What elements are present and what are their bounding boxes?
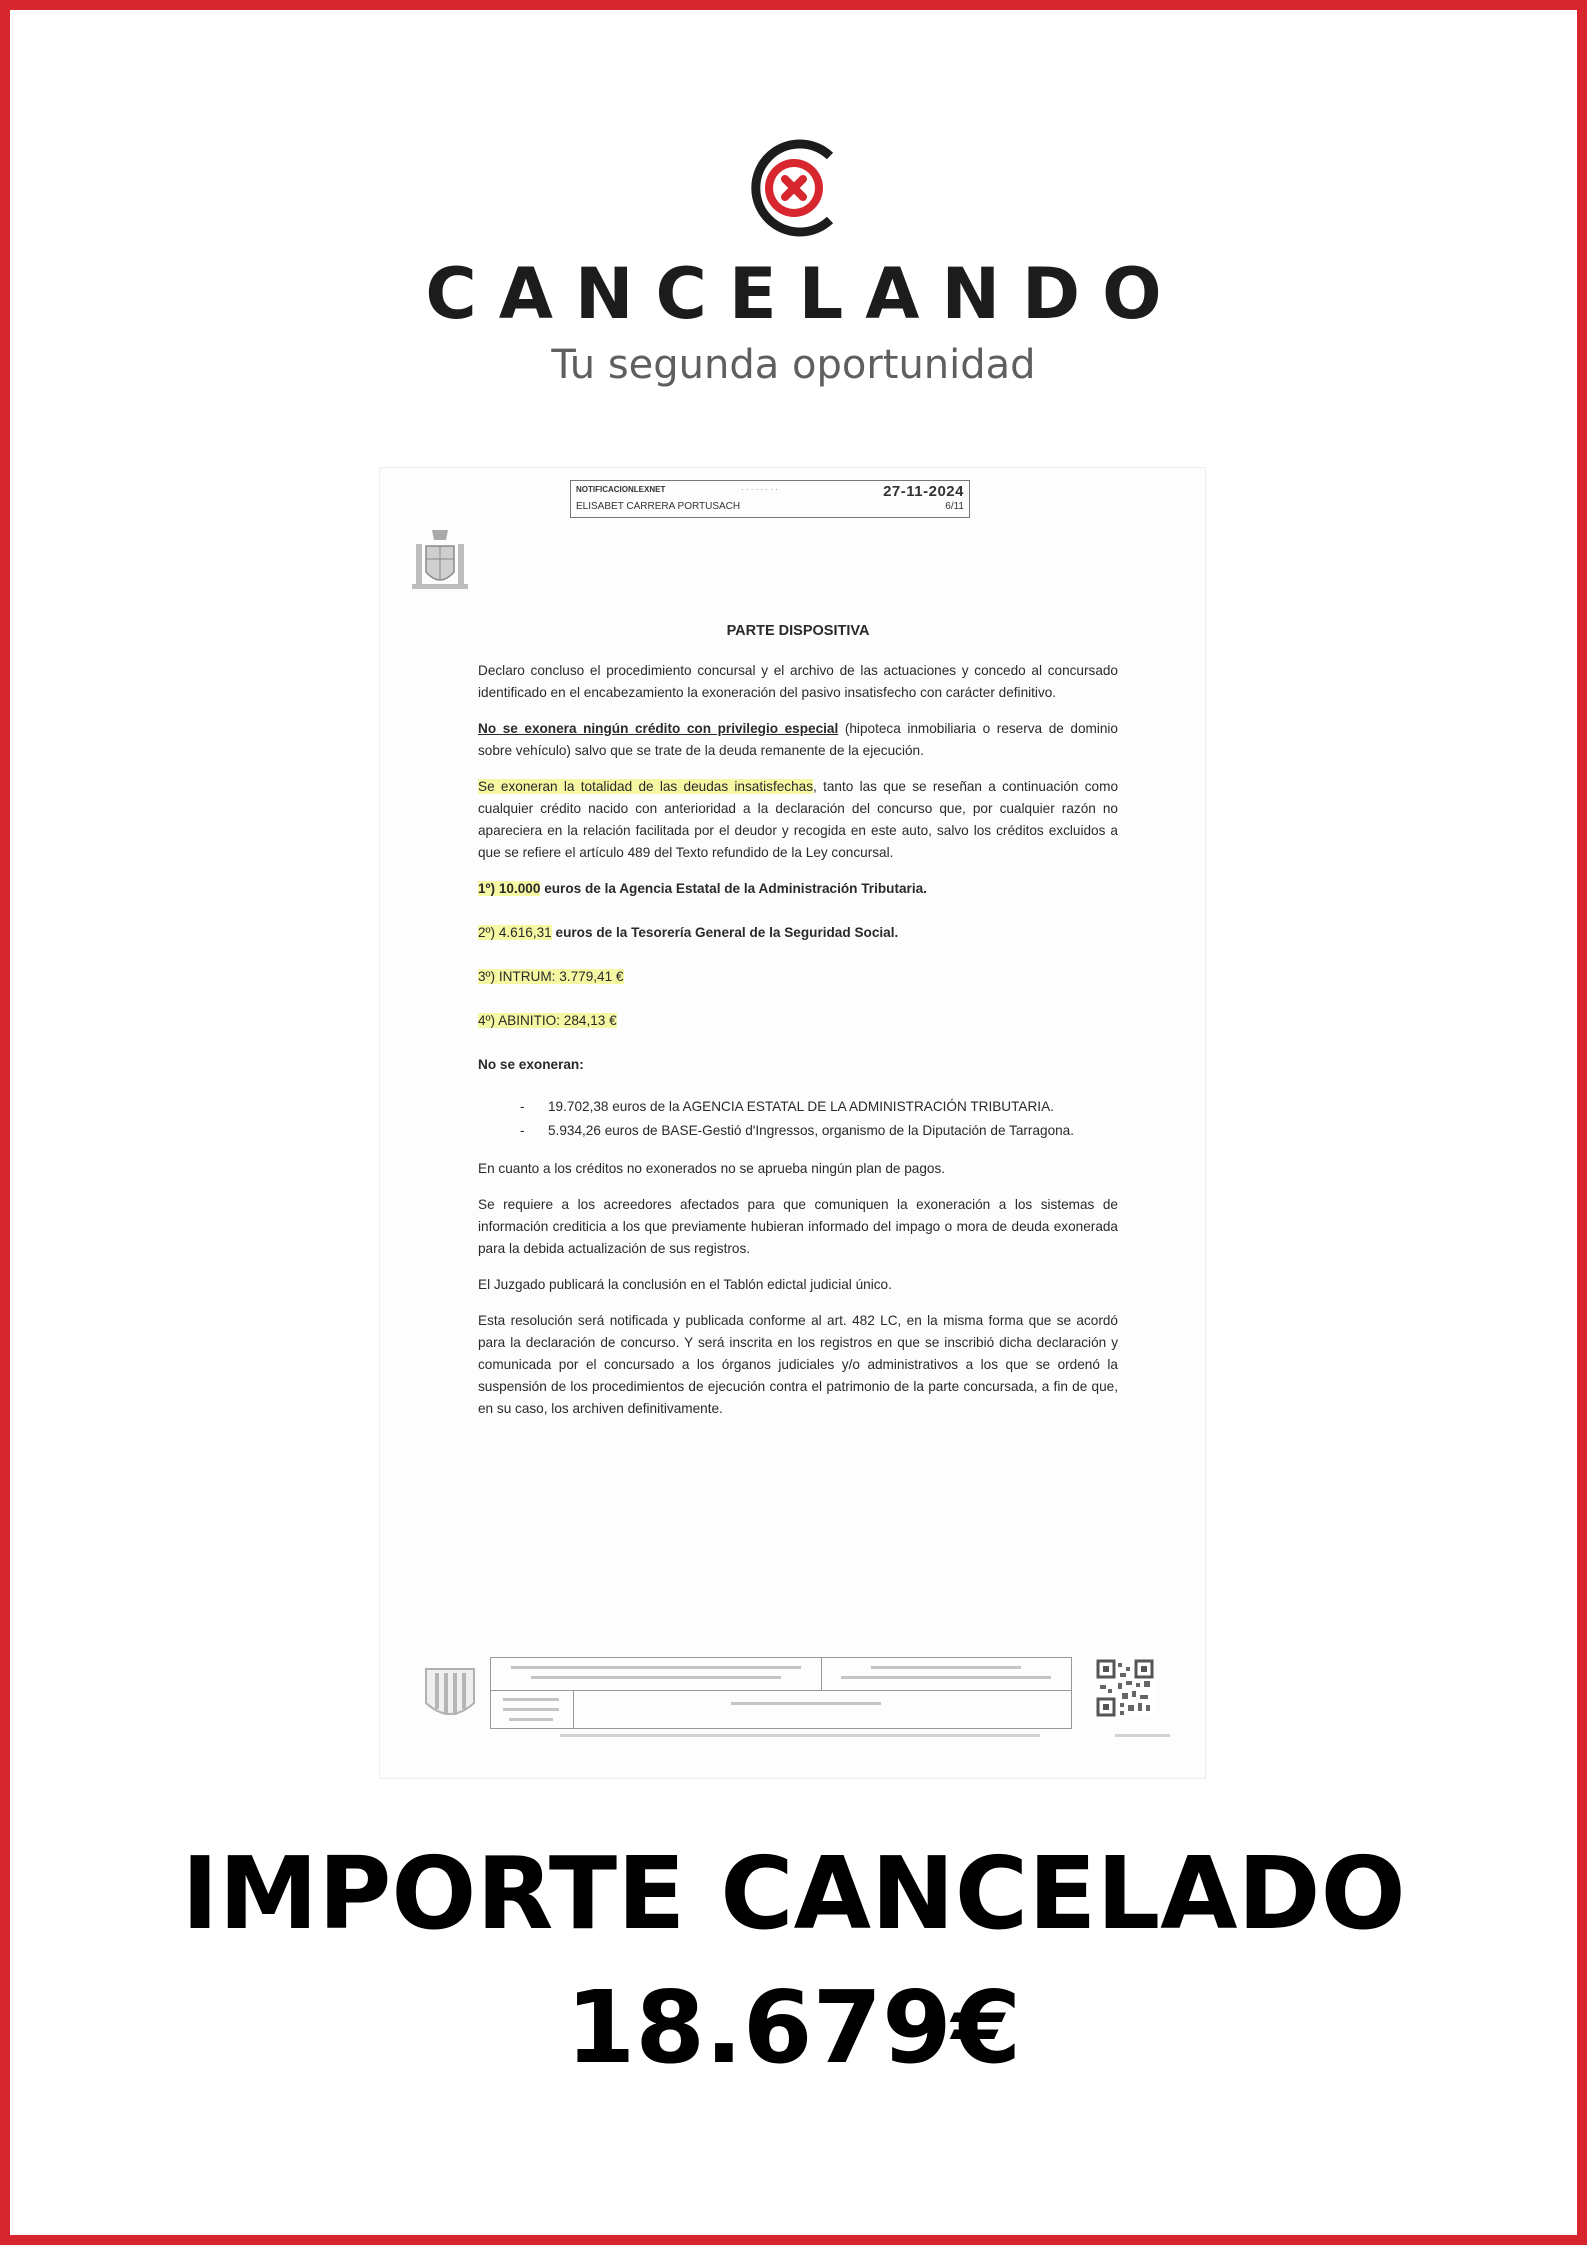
- debt-item-3: [478, 966, 1118, 988]
- result-amount: 18.679€: [565, 1969, 1022, 2086]
- footer-page-number: [1115, 1734, 1170, 1737]
- debt-item-2-text: euros de la Tesorería General de la Seguridad Social.: [551, 925, 899, 940]
- paragraph-6: Se requiere a los acreedores afectados para que comuniquen la exoneración a los sistemas de información crediticia a los que previamente hubieran informado del impago o mora de deuda exonerada para la debida actualización de sus registros.: [478, 1197, 1118, 1256]
- debt-item-3-amount: 3º) INTRUM: 3.779,41 €: [478, 969, 624, 984]
- x-circle-icon: [744, 136, 844, 240]
- qr-code-icon: [1096, 1659, 1154, 1717]
- debt-item-1-text: euros de la Agencia Estatal de la Administración Tributaria.: [540, 881, 927, 896]
- debt-item-1-amount: 1º) 10.000: [478, 881, 541, 896]
- result-title: IMPORTE CANCELADO: [181, 1835, 1406, 1952]
- paragraph-2-bold: No se exonera ningún crédito con privilegio especial: [478, 721, 839, 736]
- verification-cell: [491, 1658, 822, 1690]
- list-item: - 5.934,26 euros de BASE-Gestió d'Ingressos, organismo de la Diputación de Tarragona.: [520, 1120, 1118, 1142]
- paragraph-2: [478, 718, 1118, 762]
- document-scan: [380, 468, 1205, 1778]
- brand-tagline: Tu segunda oportunidad: [551, 342, 1036, 388]
- paragraph-3-highlight: Se exoneran la totalidad de las deudas insatisfechas: [478, 779, 813, 794]
- document-title: PARTE DISPOSITIVA: [726, 623, 870, 639]
- paragraph-3-rest: , tanto las que se reseñan a continuación como cualquier crédito nacido con anterioridad a la declaración del concurso que, por cualquier razón no apareciera en la relación facilitada por el deudor y recogida en este auto, salvo los créditos excluidos a que se refiere el artículo 489 del Texto refundido de la Ley concursal.: [478, 779, 1118, 860]
- debt-item-2: [478, 922, 1118, 944]
- notification-ref: · · · · · · · ·: [741, 485, 778, 494]
- debt-item-4: [478, 1010, 1118, 1032]
- paragraph-1: Declaro concluso el procedimiento concursal y el archivo de las actuaciones y concedo al concursado identificado en el encabezamiento la exoneración del pasivo insatisfecho con carácter definitivo.: [478, 663, 1118, 700]
- not-exonerated-heading: No se exoneran:: [478, 1057, 584, 1072]
- document-body: [478, 620, 1118, 1434]
- paragraph-8: Esta resolución será notificada y publicada conforme al art. 482 LC, en la misma forma que se acordó para la declaración de concurso. Y será inscrita en los registros en que se inscribió dicha declaración y comunicada por el concursado a los órganos judiciales y/o administrativos a los que se ordenó la suspensión de los procedimientos de ejecución contra el patrimonio de la parte concursada, a fin de que, en su caso, los archiven definitivamente.: [478, 1313, 1118, 1416]
- paragraph-5: En cuanto a los créditos no exonerados no se aprueba ningún plan de pagos.: [478, 1161, 946, 1176]
- paragraph-2-rest: (hipoteca inmobiliaria o reserva de dominio sobre vehículo) salvo que se trate de la deuda remanente de la ejecución.: [478, 721, 1118, 758]
- paragraph-7: El Juzgado publicará la conclusión en el Tablón edictal judicial único.: [478, 1277, 892, 1292]
- debt-item-4-amount: 4º) ABINITIO: 284,13 €: [478, 1013, 617, 1028]
- document-footer: [410, 1653, 1170, 1733]
- debt-item-1: [478, 878, 1118, 900]
- brand-header: [0, 136, 1587, 390]
- debt-item-2-amount: 2º) 4.616,31: [478, 925, 552, 940]
- notification-header: [570, 480, 970, 518]
- notification-date: 27-11-2024: [883, 483, 964, 500]
- notification-name: ELISABET CARRERA PORTUSACH: [576, 501, 741, 512]
- catalonia-emblem-icon: [420, 1663, 480, 1725]
- list-item: - 19.702,38 euros de la AGENCIA ESTATAL DE LA ADMINISTRACIÓN TRIBUTARIA.: [520, 1096, 1118, 1118]
- footer-caption: [560, 1734, 1040, 1737]
- notification-page: 6/11: [945, 501, 964, 512]
- not-exonerated-list: [520, 1096, 1118, 1142]
- coat-of-arms-icon: [410, 524, 470, 594]
- verification-table: [490, 1657, 1072, 1729]
- brand-name: CANCELANDO: [425, 253, 1184, 335]
- paragraph-3: [478, 776, 1118, 864]
- notification-label: NOTIFICACIONLEXNET: [576, 485, 666, 494]
